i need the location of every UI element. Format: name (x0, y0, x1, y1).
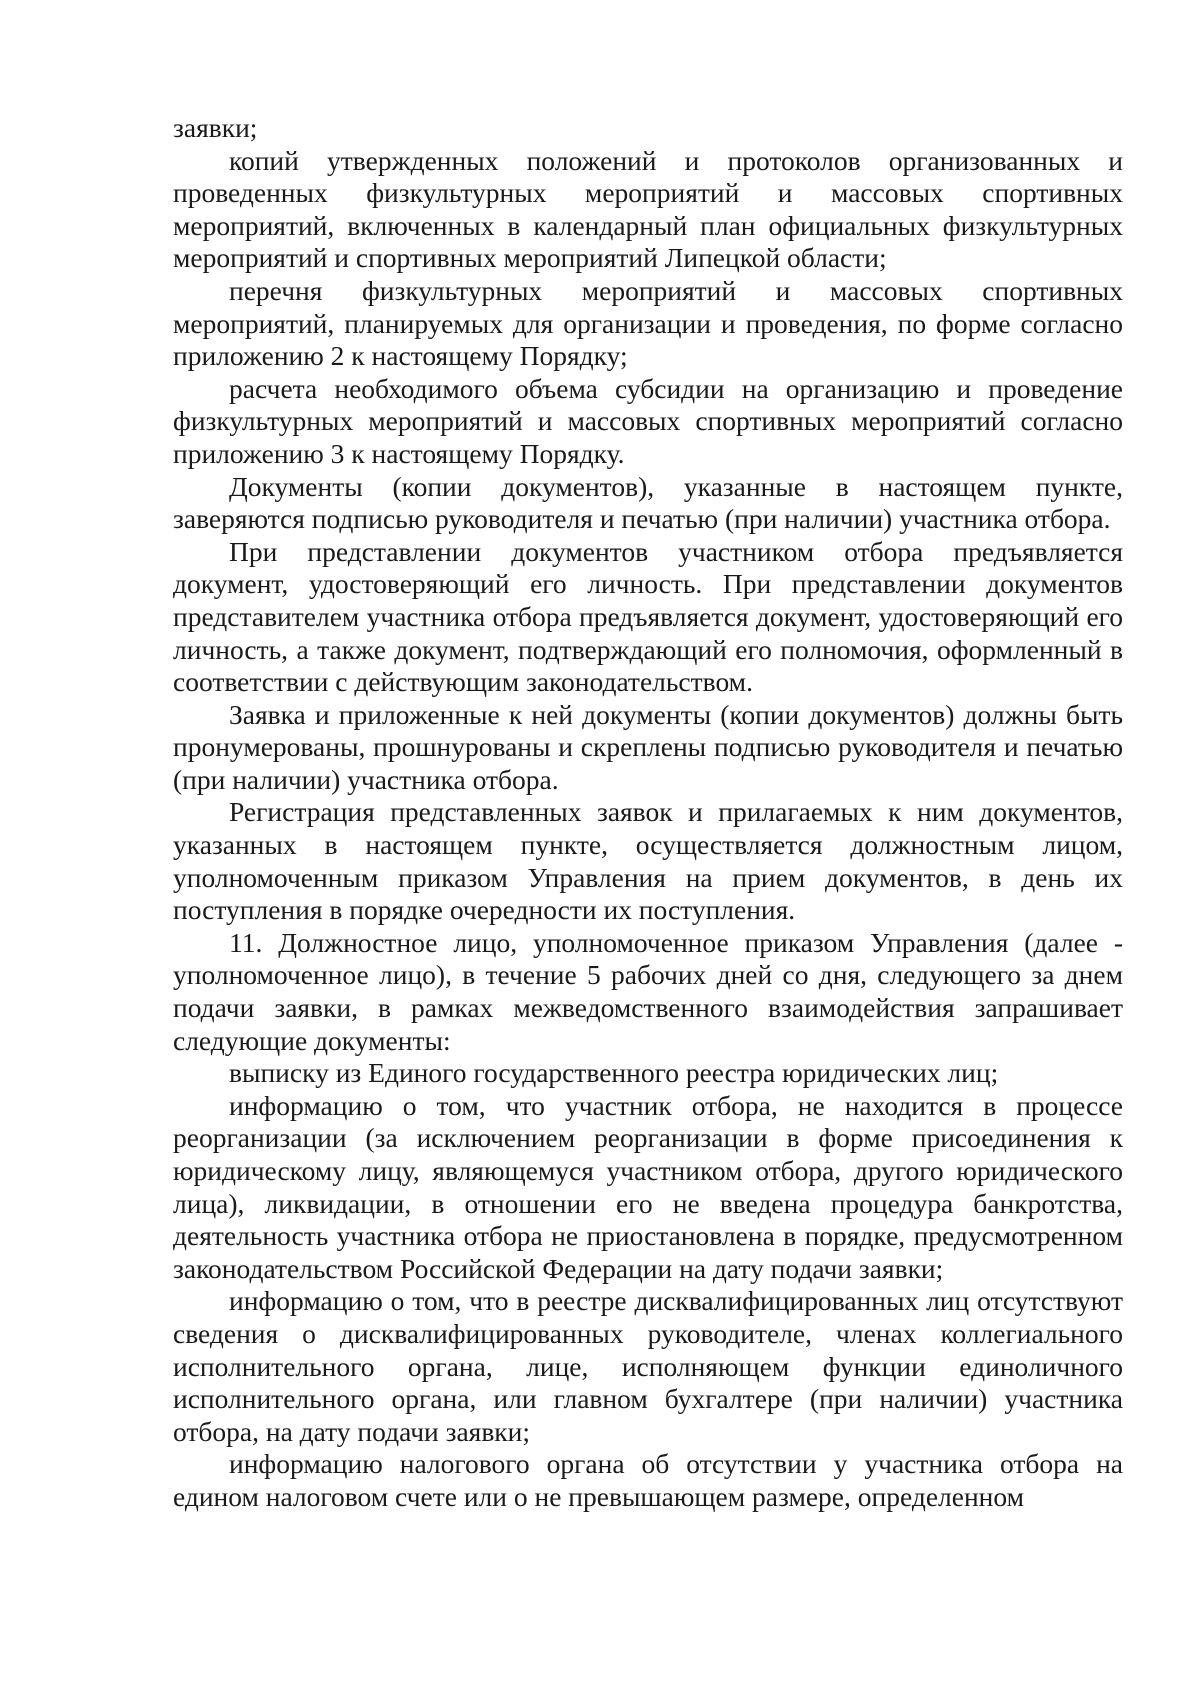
paragraph-subsidy-calculation: расчета необходимого объема субсидии на организацию и проведение физкультурных мероприятий и массовых спортивных мероприятий согласно приложению 3 к настоящему Порядку. (173, 372, 1123, 469)
paragraph-registry-extract: выписку из Единого государственного реестра юридических лиц; (229, 1057, 999, 1089)
paragraph-tax-authority-info: информацию налогового органа об отсутствии у участника отбора на едином налоговом счете или о не превышающем размере, определенном (173, 1448, 1123, 1512)
paragraph-document-certification: Документы (копии документов), указанные в настоящем пункте, заверяются подписью руководителя и печатью (при наличии) участника отбора. (173, 470, 1123, 535)
paragraph-numbering-binding: Заявка и приложенные к ней документы (копии документов) должны быть пронумерованы, прошнурованы и скреплены подписью руководителя и печатью (при наличии) участника отбора. (173, 698, 1123, 795)
paragraph-registration: Регистрация представленных заявок и прилагаемых к ним документов, указанных в настоящем пункте, осуществляется должностным лицом, уполномоченным приказом Управления на прием документов, в день их поступления в порядке очередности их поступления. (173, 796, 1123, 926)
paragraph-continuation: заявки; (173, 112, 258, 143)
document-page (173, 112, 1123, 1514)
paragraph-list-of-events: перечня физкультурных мероприятий и массовых спортивных мероприятий, планируемых для организации и проведения, по форме согласно приложению 2 к настоящему Порядку; (173, 274, 1123, 372)
paragraph-item-11: 11. Должностное лицо, уполномоченное приказом Управления (далее - уполномоченное лицо), в течение 5 рабочих дней со дня, следующего за днем подачи заявки, в рамках межведомственного взаимодействия запрашивает следующие документы: (173, 926, 1123, 1056)
paragraph-copies-of-regulations: копий утвержденных положений и протоколов организованных и проведенных физкультурных мероприятий и массовых спортивных мероприятий, включенных в календарный план официальных физкультурных мероприятий и спортивных мероприятий Липецкой области; (173, 144, 1123, 274)
paragraph-disqualified-persons: информацию о том, что в реестре дисквалифицированных лиц отсутствуют сведения о дисквалифицированных руководителе, членах коллегиального исполнительного органа, лице, исполняющем функции единоличного исполнительного органа, или главном бухгалтере (при наличии) участника отбора, на дату подачи заявки; (173, 1285, 1123, 1447)
paragraph-identity-document: При представлении документов участником отбора предъявляется документ, удостоверяющий его личность. При представлении документов представителем участника отбора предъявляется документ, удостоверяющий его личность, а также документ, подтверждающий его полномочия, оформленный в соответствии с действующим законодательством. (173, 535, 1123, 698)
paragraph-reorganization-info: информацию о том, что участник отбора, не находится в процессе реорганизации (за исключением реорганизации в форме присоединения к юридическому лицу, являющемуся участником отбора, другого юридического лица), ликвидации, в отношении его не введена процедура банкротства, деятельность участника отбора не приостановлена в порядке, предусмотренном законодательством Российской Федерации на дату подачи заявки; (173, 1089, 1123, 1284)
